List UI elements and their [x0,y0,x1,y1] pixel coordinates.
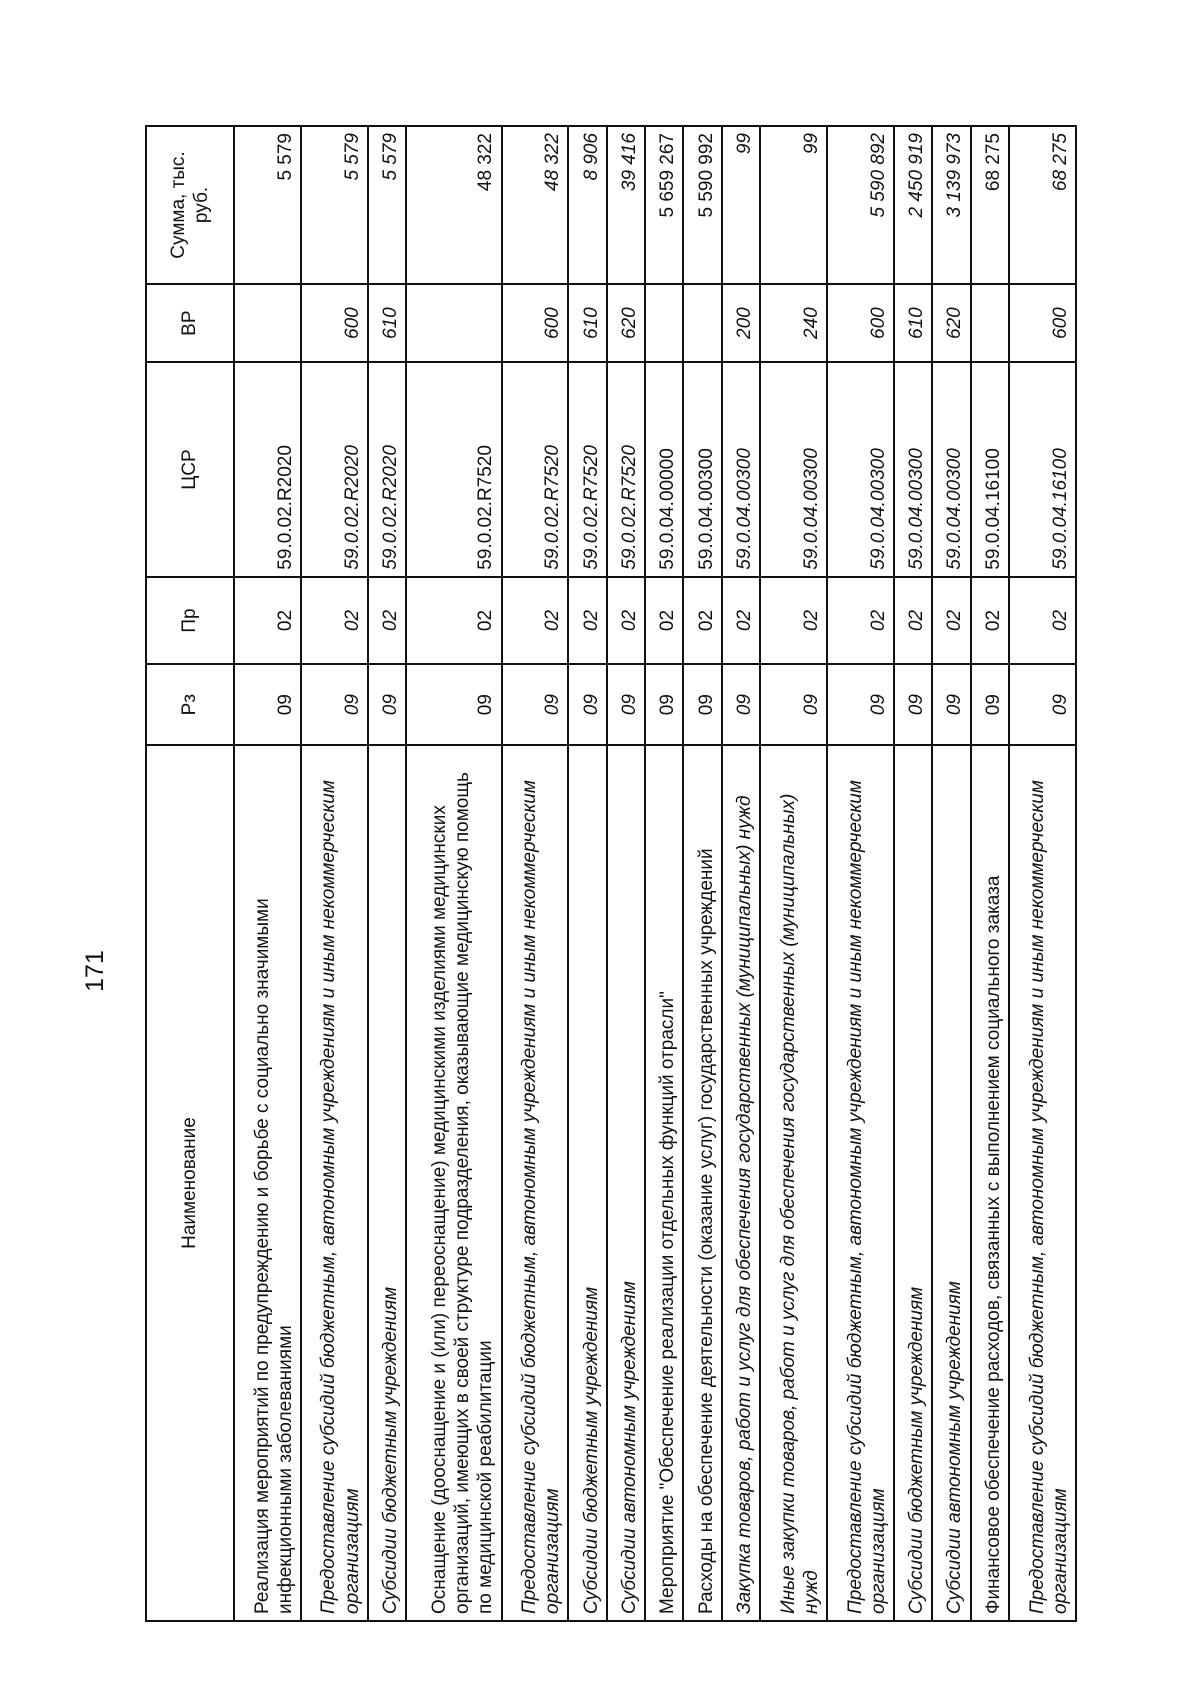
cell-rz: 09 [932,664,970,745]
table-row [894,126,932,1621]
cell-pr: 02 [932,577,970,665]
cell-pr: 02 [406,577,501,665]
cell-sum: 99 [722,126,760,284]
cell-vr: 610 [568,284,606,362]
cell-sum: 39 416 [607,126,645,284]
cell-rz: 09 [722,664,760,745]
table-row [932,126,970,1621]
table-row [502,126,569,1621]
cell-name: Субсидии бюджетным учреждениям [894,745,932,1621]
table-row [1009,126,1076,1621]
cell-name: Предоставление субсидий бюджетным, автономным учреждениям и иным некоммерческим организациям [301,745,368,1621]
cell-rz: 09 [502,664,569,745]
cell-sum: 48 322 [406,126,501,284]
header-pr: Пр [146,577,234,665]
cell-csr: 59.0.04.00300 [683,362,721,576]
cell-sum: 5 579 [368,126,406,284]
cell-csr: 59.0.02.R2020 [301,362,368,576]
cell-vr [645,284,683,362]
budget-table [145,125,1077,1622]
table-row [683,126,721,1621]
table-row [406,126,501,1621]
cell-pr: 02 [502,577,569,665]
cell-pr: 02 [645,577,683,665]
cell-sum: 5 659 267 [645,126,683,284]
cell-sum: 99 [760,126,827,284]
cell-pr: 02 [568,577,606,665]
cell-pr: 02 [607,577,645,665]
cell-name: Расходы на обеспечение деятельности (оказание услуг) государственных учреждений [683,745,721,1621]
cell-name: Предоставление субсидий бюджетным, автономным учреждениям и иным некоммерческим организациям [827,745,894,1621]
cell-csr: 59.0.02.R7520 [502,362,569,576]
cell-name: Иные закупки товаров, работ и услуг для обеспечения государственных (муниципальных) нужд [760,745,827,1621]
table-row [234,126,301,1621]
cell-csr: 59.0.04.00300 [894,362,932,576]
cell-name: Субсидии бюджетным учреждениям [368,745,406,1621]
cell-csr: 59.0.04.00000 [645,362,683,576]
cell-sum: 5 579 [301,126,368,284]
cell-sum: 2 450 919 [894,126,932,284]
cell-pr: 02 [301,577,368,665]
cell-vr [971,284,1009,362]
cell-sum: 3 139 973 [932,126,970,284]
cell-vr [683,284,721,362]
cell-csr: 59.0.04.00300 [827,362,894,576]
cell-pr: 02 [827,577,894,665]
cell-sum: 5 590 892 [827,126,894,284]
cell-rz: 09 [894,664,932,745]
table-row [607,126,645,1621]
cell-vr: 600 [827,284,894,362]
cell-csr: 59.0.02.R7520 [568,362,606,576]
cell-name: Предоставление субсидий бюджетным, автономным учреждениям и иным некоммерческим организациям [502,745,569,1621]
table-row [971,126,1009,1621]
cell-name: Субсидии автономным учреждениям [607,745,645,1621]
cell-vr: 610 [368,284,406,362]
cell-sum: 68 275 [971,126,1009,284]
header-sum: Сумма, тыс. руб. [146,126,234,284]
cell-sum: 5 579 [234,126,301,284]
cell-sum: 48 322 [502,126,569,284]
cell-name: Реализация мероприятий по предупреждению и борьбе с социально значимыми инфекционными заболеваниями [234,745,301,1621]
cell-rz: 09 [568,664,606,745]
cell-rz: 09 [1009,664,1076,745]
cell-pr: 02 [971,577,1009,665]
cell-rz: 09 [683,664,721,745]
table-row [722,126,760,1621]
cell-csr: 59.0.02.R7520 [607,362,645,576]
cell-rz: 09 [607,664,645,745]
header-csr: ЦСР [146,362,234,576]
cell-pr: 02 [722,577,760,665]
cell-vr [406,284,501,362]
cell-vr: 600 [301,284,368,362]
cell-vr: 240 [760,284,827,362]
cell-pr: 02 [234,577,301,665]
cell-vr: 600 [1009,284,1076,362]
cell-name: Мероприятие "Обеспечение реализации отдельных функций отрасли" [645,745,683,1621]
cell-name: Закупка товаров, работ и услуг для обеспечения государственных (муниципальных) нужд [722,745,760,1621]
cell-csr: 59.0.04.00300 [760,362,827,576]
header-vr: ВР [146,284,234,362]
table-row [368,126,406,1621]
cell-rz: 09 [368,664,406,745]
cell-csr: 59.0.04.16100 [971,362,1009,576]
cell-csr: 59.0.02.R7520 [406,362,501,576]
cell-vr: 200 [722,284,760,362]
cell-vr [234,284,301,362]
cell-vr: 620 [607,284,645,362]
cell-pr: 02 [894,577,932,665]
cell-vr: 610 [894,284,932,362]
table-row [568,126,606,1621]
cell-rz: 09 [971,664,1009,745]
cell-vr: 600 [502,284,569,362]
table-row [760,126,827,1621]
header-name: Наименование [146,745,234,1621]
cell-vr: 620 [932,284,970,362]
cell-sum: 8 906 [568,126,606,284]
header-rz: Рз [146,664,234,745]
cell-name: Предоставление субсидий бюджетным, автономным учреждениям и иным некоммерческим организациям [1009,745,1076,1621]
cell-csr: 59.0.02.R2020 [368,362,406,576]
cell-pr: 02 [683,577,721,665]
cell-name: Оснащение (дооснащение и (или) переоснащение) медицинскими изделиями медицинских организаций, имеющих в своей структуре подразделения, оказывающие медицинскую помощь по медицинской реабилитации [406,745,501,1621]
cell-pr: 02 [368,577,406,665]
cell-csr: 59.0.02.R2020 [234,362,301,576]
cell-rz: 09 [234,664,301,745]
cell-name: Финансовое обеспечение расходов, связанных с выполнением социального заказа [971,745,1009,1621]
cell-rz: 09 [301,664,368,745]
table-header-row [146,126,234,1621]
cell-name: Субсидии бюджетным учреждениям [568,745,606,1621]
table-body [234,126,1076,1621]
cell-csr: 59.0.04.00300 [722,362,760,576]
cell-name: Субсидии автономным учреждениям [932,745,970,1621]
cell-rz: 09 [406,664,501,745]
table-row [645,126,683,1621]
cell-pr: 02 [760,577,827,665]
cell-rz: 09 [760,664,827,745]
cell-csr: 59.0.04.16100 [1009,362,1076,576]
cell-sum: 68 275 [1009,126,1076,284]
cell-pr: 02 [1009,577,1076,665]
table-row [827,126,894,1621]
cell-csr: 59.0.04.00300 [932,362,970,576]
cell-sum: 5 590 992 [683,126,721,284]
table-row [301,126,368,1621]
page-number: 171 [81,950,109,992]
cell-rz: 09 [645,664,683,745]
cell-rz: 09 [827,664,894,745]
budget-table-container [145,125,1077,1622]
